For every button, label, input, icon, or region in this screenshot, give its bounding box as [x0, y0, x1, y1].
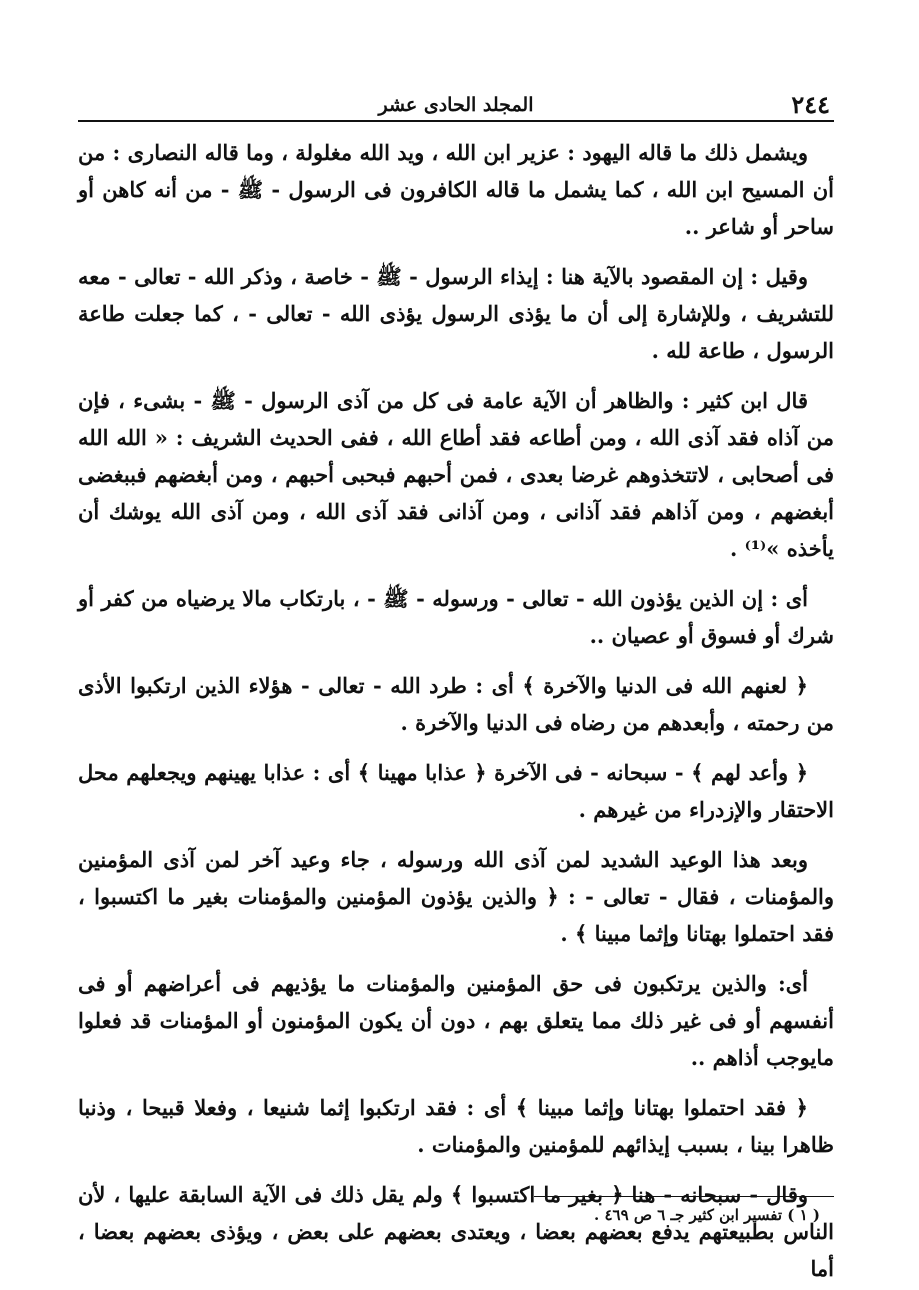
paragraph: أى : إن الذين يؤذون الله - تعالى - ورسوله - ﷺ - ، بارتكاب مالا يرضياه من كفر أو شرك أو فسوق أو عصيان .. [78, 586, 834, 648]
paragraph: قال ابن كثير : والظاهر أن الآية عامة فى كل من آذى الرسول - ﷺ - بشىء ، فإن من آذاه فقد آذى الله ، ومن أطاعه فقد أطاع الله ، ففى الحديث الشريف : « الله الله فى أصحابى ، لاتتخذوهم غرضا بعدى ، فمن أحبهم فبحبى أحبهم ، ومن أبغضهم فببغضى أبغضهم ، ومن آذاهم فقد آذانى ، ومن آذانى فقد آذى الله ، ومن آذى الله يوشك أن يأخذه »⁽¹⁾ . [78, 388, 834, 561]
paragraph: وقال - سبحانه - هنا ﴿ بغير ما اكتسبوا ﴾ ولم يقل ذلك فى الآية السابقة عليها ، لأن الناس بطبيعتهم يدفع بعضهم بعضا ، ويعتدى بعضهم على بعض ، ويؤذى بعضهم بعضا ، أما [78, 1182, 834, 1281]
footnote-divider [534, 1196, 834, 1197]
paragraph: ويشمل ذلك ما قاله اليهود : عزير ابن الله ، ويد الله مغلولة ، وما قاله النصارى : من أن المسيح ابن الله ، كما يشمل ما قاله الكافرون فى الرسول - ﷺ - من أنه كاهن أو ساحر أو شاعر .. [78, 140, 834, 239]
paragraph: وقيل : إن المقصود بالآية هنا : إيذاء الرسول - ﷺ - خاصة ، وذكر الله - تعالى - معه للتشريف ، وللإشارة إلى أن ما يؤذى الرسول يؤذى الله - تعالى - ، كما جعلت طاعة الرسول ، طاعة لله . [78, 264, 834, 363]
footnote: ( ١ ) تفسير ابن كثير جـ ٦ ص ٤٦٩ . [594, 1206, 820, 1224]
paragraph: أى: والذين يرتكبون فى حق المؤمنين والمؤمنات ما يؤذيهم فى أعراضهم أو فى أنفسهم أو فى غير ذلك مما يتعلق بهم ، دون أن يكون المؤمنون أو المؤمنات قد فعلوا مايوجب أذاهم .. [78, 971, 834, 1070]
paragraph: ﴿ فقد احتملوا بهتانا وإثما مبينا ﴾ أى : فقد ارتكبوا إثما شنيعا ، وفعلا قبيحا ، وذنبا ظاهرا بينا ، بسبب إيذائهم للمؤمنين والمؤمنات . [78, 1095, 834, 1157]
paragraph: وبعد هذا الوعيد الشديد لمن آذى الله ورسوله ، جاء وعيد آخر لمن آذى المؤمنين والمؤمنات ، فقال - تعالى - : ﴿ والذين يؤذون المؤمنين والمؤمنات بغير ما اكتسبوا ، فقد احتملوا بهتانا وإثما مبينا ﴾ . [78, 847, 834, 946]
paragraph: ﴿ وأعد لهم ﴾ - سبحانه - فى الآخرة ﴿ عذابا مهينا ﴾ أى : عذابا يهينهم ويجعلهم محل الاحتقار والإزدراء من غيرهم . [78, 760, 834, 822]
volume-title: المجلد الحادى عشر [378, 94, 534, 116]
running-header [78, 86, 834, 122]
paragraph: ﴿ لعنهم الله فى الدنيا والآخرة ﴾ أى : طرد الله - تعالى - هؤلاء الذين ارتكبوا الأذى من رحمته ، وأبعدهم من رضاه فى الدنيا والآخرة . [78, 673, 834, 735]
body-text [78, 134, 834, 1287]
page-number: ٢٤٤ [791, 90, 830, 119]
book-page [78, 86, 834, 1281]
